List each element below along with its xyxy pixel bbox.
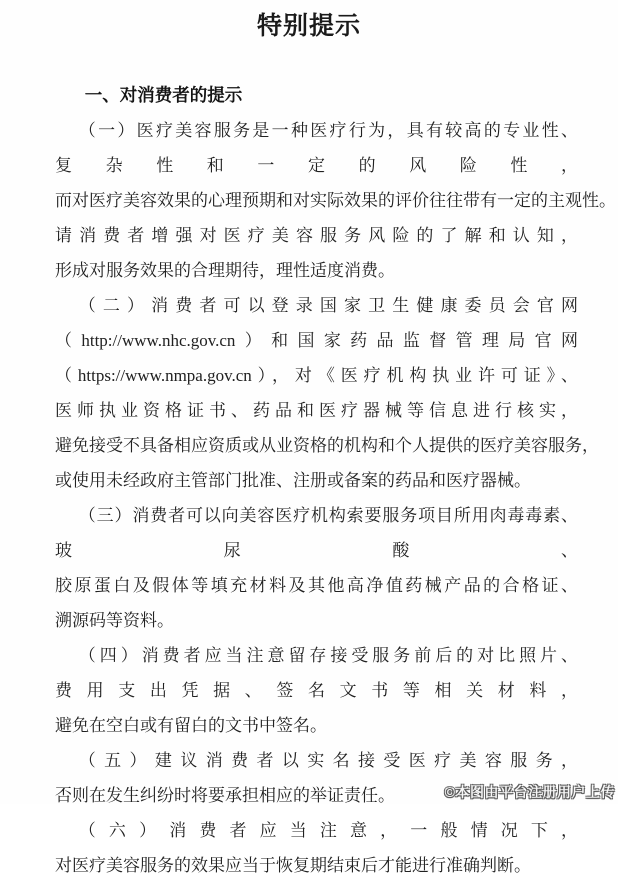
section-heading: 一、对消费者的提示 xyxy=(84,85,243,105)
paragraph-6: （六）消费者应当注意，一般情况下，对医疗美容服务的效果应当于恢复期结束后才能进行准确判断。 xyxy=(55,821,578,875)
document-body xyxy=(55,78,616,883)
paragraph-1: （一）医疗美容服务是一种医疗行为，具有较高的专业性、复杂性和一定的风险性，而对医疗美容效果的心理预期和对实际效果的评价往往带有一定的主观性。请消费者增强对医疗美容服务风险的了解和认知，形成对服务效果的合理期待，理性适度消费。 xyxy=(55,121,616,280)
page-title: 特别提示 xyxy=(256,13,361,40)
paragraph-4: （四）消费者应当注意留存接受服务前后的对比照片、费用支出凭据、签名文书等相关材料，避免在空白或有留白的文书中签名。 xyxy=(55,646,578,735)
paragraph-2: （二）消费者可以登录国家卫生健康委员会官网（http://www.nhc.gov.cn）和国家药品监督管理局官网（https://www.nmpa.gov.cn），对《医疗机构执业许可证》、医师执业资格证书、药品和医疗器械等信息进行核实，避免接受不具备相应资质或从业资格的机构和个人提供的医疗美容服务，或使用未经政府主管部门批准、注册或备案的药品和医疗器械。 xyxy=(55,296,599,490)
paragraph-3: （三）消费者可以向美容医疗机构索要服务项目所用肉毒毒素、玻尿酸、胶原蛋白及假体等填充材料及其他高净值药械产品的合格证、溯源码等资料。 xyxy=(55,506,578,630)
paragraph-5: （五）建议消费者以实名接受医疗美容服务，否则在发生纠纷时将要承担相应的举证责任。 xyxy=(55,751,578,805)
upload-watermark: ©本图由平台注册用户上传 xyxy=(444,784,615,800)
